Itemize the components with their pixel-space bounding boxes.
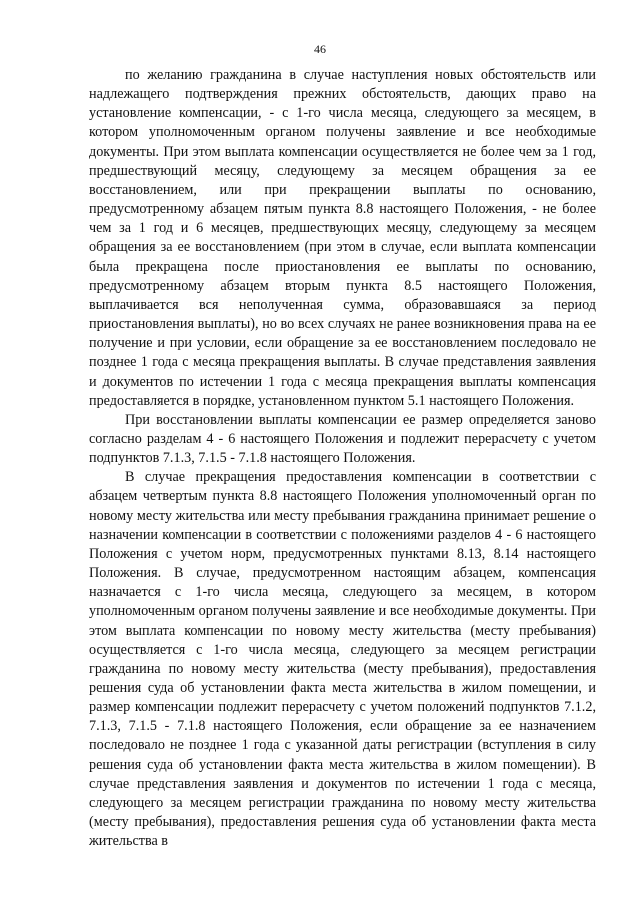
page-number: 46 <box>314 42 326 56</box>
body-text <box>89 66 596 851</box>
paragraph-continuation: по желанию гражданина в случае наступления новых обстоятельств или надлежащего подтверждения прежних обстоятельств, дающих право на установление компенсации, - с 1-го числа месяца, следующего за месяцем, в котором уполномоченным органом получены заявление и все необходимые документы. При этом выплата компенсации осуществляется не более чем за 1 год, предшествующий месяцу, следующему за месяцем обращения за ее восстановлением, или при прекращении выплаты по основанию, предусмотренному абзацем пятым пункта 8.8 настоящего Положения, - не более чем за 1 год и 6 месяцев, предшествующих месяцу, следующему за месяцем обращения за ее восстановлением (при этом в случае, если выплата компенсации была прекращена после приостановления ее выплаты по основанию, предусмотренному абзацем вторым пункта 8.5 настоящего Положения, выплачивается вся неполученная сумма, образовавшаяся за период приостановления выплаты), но во всех случаях не ранее возникновения права на ее получение и при условии, если обращение за ее восстановлением последовало не позднее 1 года с месяца прекращения выплаты. В случае представления заявления и документов по истечении 1 года с месяца прекращения выплаты компенсация предоставляется в порядке, установленном пунктом 5.1 настоящего Положения. <box>89 67 596 409</box>
paragraph-restoration: При восстановлении выплаты компенсации ее размер определяется заново согласно разделам 4 - 6 настоящего Положения и подлежит перерасчету с учетом подпунктов 7.1.3, 7.1.5 - 7.1.8 настоящего Положения. <box>89 411 596 467</box>
paragraph-termination: В случае прекращения предоставления компенсации в соответствии с абзацем четвертым пункта 8.8 настоящего Положения уполномоченный орган по новому месту жительства или месту пребывания гражданина принимает решение о назначении компенсации в соответствии с положениями разделов 4 - 6 настоящего Положения с учетом норм, предусмотренных пунктами 8.13, 8.14 настоящего Положения. В случае, предусмотренном настоящим абзацем, компенсация назначается с 1-го числа месяца, следующего за месяцем, в котором уполномоченным органом получены заявление и все необходимые документы. При этом выплата компенсации по новому месту жительства (месту пребывания) осуществляется с 1-го числа месяца, следующего за месяцем регистрации гражданина по новому месту жительства (месту пребывания), предоставления решения суда об установлении факта места жительства в жилом помещении, и размер компенсации подлежит перерасчету с учетом положений подпунктов 7.1.2, 7.1.3, 7.1.5 - 7.1.8 настоящего Положения, если обращение за ее назначением последовало не позднее 1 года с указанной даты регистрации (вступления в силу решения суда об установлении факта места жительства в жилом помещении). В случае представления заявления и документов по истечении 1 года с месяца, следующего за месяцем регистрации гражданина по новому месту жительства (месту пребывания), предоставления решения суда об установлении факта места жительства в <box>89 469 596 850</box>
